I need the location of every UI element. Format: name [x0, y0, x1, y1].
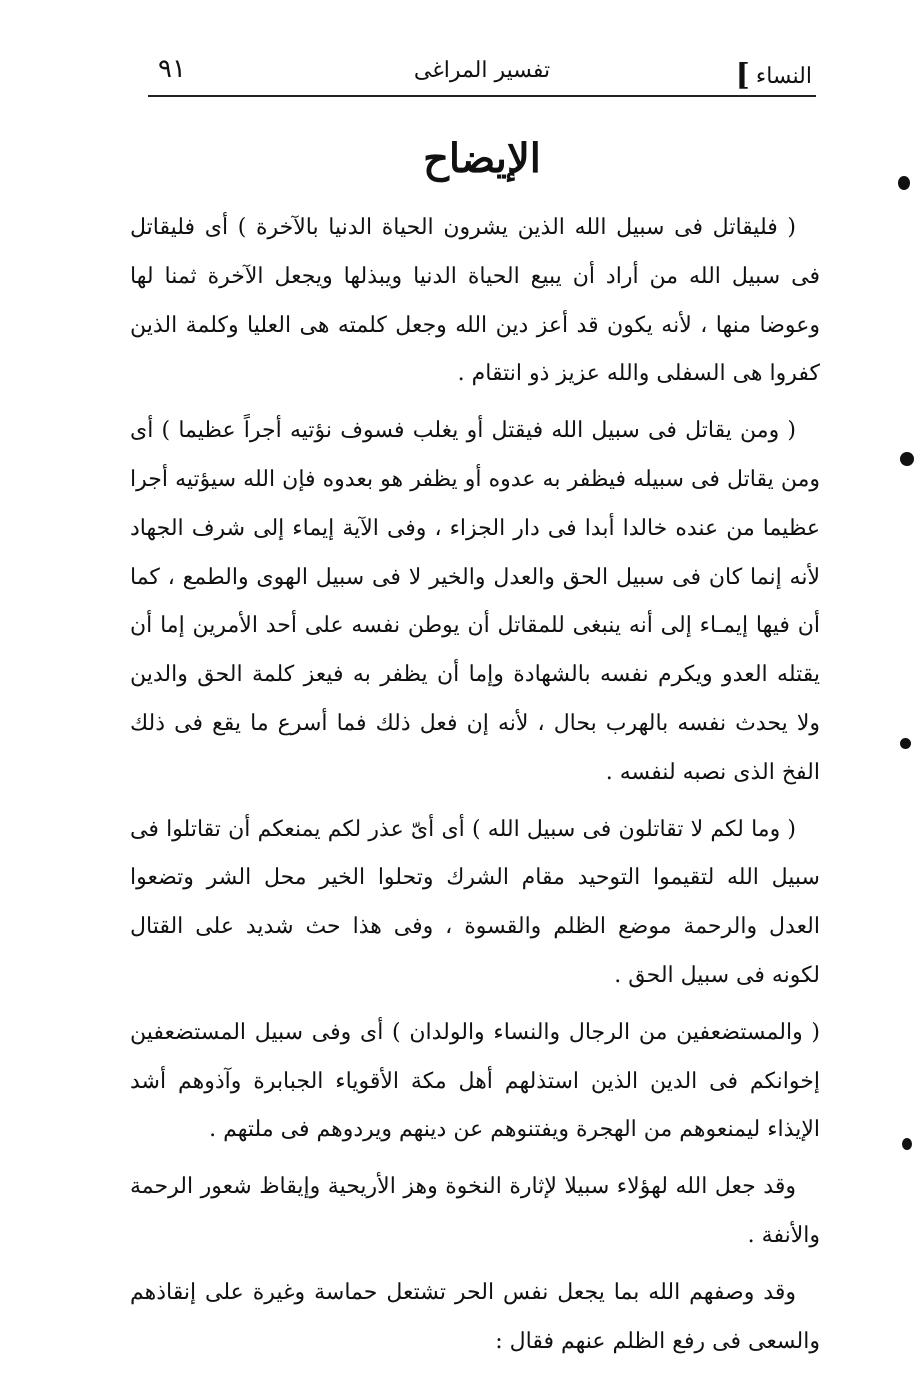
scan-speck: [898, 176, 910, 190]
paragraph: ( فليقاتل فى سبيل الله الذين يشرون الحياة الدنيا بالآخرة ) أى فليقاتل فى سبيل الله من أراد أن يبيع الحياة الدنيا ويبذلها ويجعل الآخرة ثمنا لها وعوضا منها ، لأنه يكون قد أعز دين الله وجعل كلمته هى العليا وكلمة الذين كفروا هى السفلى والله عزيز ذو انتقام .: [130, 215, 820, 387]
running-head-book-title: تفسير المراغى: [413, 58, 551, 83]
paragraph: ( ومن يقاتل فى سبيل الله فيقتل أو يغلب فسوف نؤتيه أجراً عظيما ) أى ومن يقاتل فى سبيله فيظفر به عدوه أو يظفر هو بعدوه فإن الله سيؤتيه أجرا عظيما من عنده خالدا أبدا فى دار الجزاء ، وفى الآية إيماء إلى شرف الجهاد لأنه إنما كان فى سبيل الحق والعدل والخير لا فى سبيل الهوى والطمع ، كما أن فيها إيمـاء إلى أنه ينبغى للمقاتل أن يوطن نفسه على أحد الأمرين إما أن يقتله العدو ويكرم نفسه بالشهادة وإما أن يظفر به فيعز كلمة الحق والدين ولا يحدث نفسه بالهرب بحال ، لأنه إن فعل ذلك فما أسرع ما يقع فى ذلك الفخ الذى نصبه لنفسه .: [130, 418, 820, 785]
page-header: [148, 48, 816, 94]
scan-speck: [900, 738, 911, 749]
paragraph: ( وما لكم لا تقاتلون فى سبيل الله ) أى أىّ عذر لكم يمنعكم أن تقاتلوا فى سبيل الله لتقيموا التوحيد مقام الشرك وتحلوا الخير محل الشر وتضعوا العدل والرحمة موضع الظلم والقسوة ، وفى هذا حث شديد على القتال لكونه فى سبيل الحق .: [130, 816, 820, 988]
section-title: الإيضاح: [423, 135, 541, 182]
paragraph: ( والمستضعفين من الرجال والنساء والولدان ) أى وفى سبيل المستضعفين إخوانكم فى الدين الذين استذلهم أهل مكة الأقوياء الجبابرة وآذوهم أشد الإيذاء ليمنعوهم من الهجرة ويفتنوهم عن دينهم ويردوهم فى ملتهم .: [130, 1019, 820, 1143]
scan-speck: [902, 1138, 912, 1150]
header-bracket: ]: [735, 58, 750, 93]
body-text: [130, 204, 820, 1374]
scan-speck: [900, 452, 914, 466]
header-rule: [148, 95, 816, 97]
paragraph: وقد وصفهم الله بما يجعل نفس الحر تشتعل حماسة وغيرة على إنقاذهم والسعى فى رفع الظلم عنهم فقال :: [130, 1279, 820, 1354]
surah-name: النساء: [755, 64, 812, 89]
page-number: ٩١: [158, 54, 186, 84]
paragraph: وقد جعل الله لهؤلاء سبيلا لإثارة النخوة وهز الأريحية وإيقاظ شعور الرحمة والأنفة .: [130, 1174, 820, 1248]
